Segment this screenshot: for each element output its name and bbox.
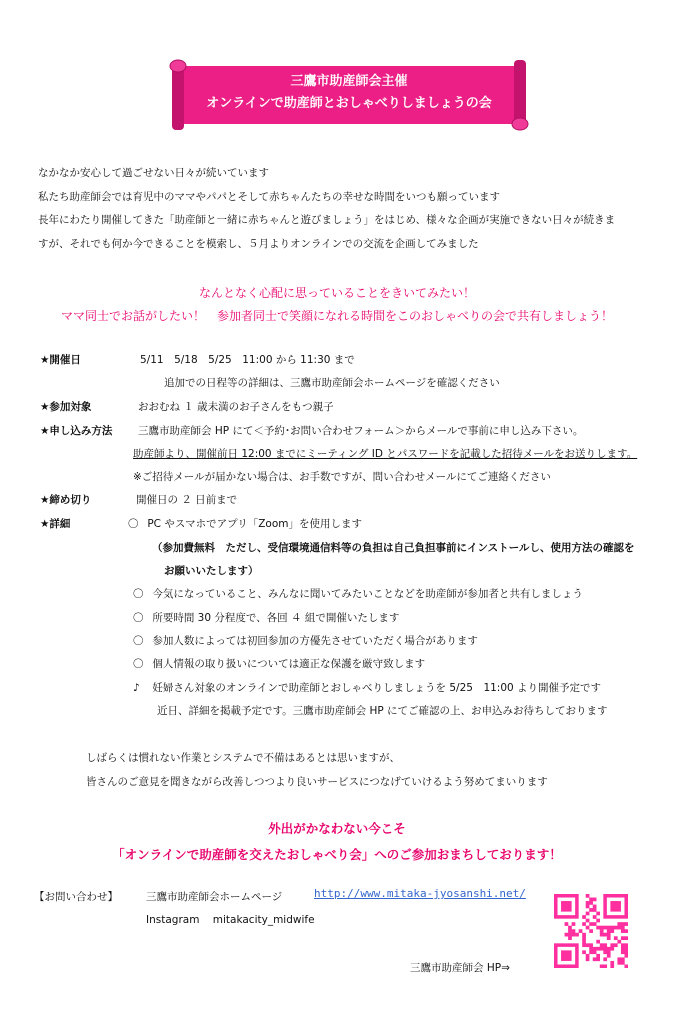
info-label: ★詳細 [40,518,71,530]
info-text: 妊婦さん対象のオンラインで助産師とおしゃべりしましょうを 5/25 11:00 より開催予定です [152,682,602,694]
closing-line: しばらくは慣れない作業とシステムで不備はあるとは思いますが、 [86,752,400,764]
info-text: 今気になっていること、みんなに聞いてみたいことなどを助産師が参加者と共有しましょう [152,588,583,600]
homepage-link[interactable]: http://www.mitaka-jyosanshi.net/ [314,887,526,900]
banner-line2: オンラインで助産師とおしゃべりしましょうの会 [206,96,492,111]
apply-note-contact: ※ご招待メールが届かない場合は、お手数ですが、問い合わせメールにてご連絡ください [133,471,551,483]
info-item [133,610,399,626]
intro-line: なかなか安心して過ごせない日々が続いています [38,167,269,179]
apply-value: 三鷹市助産師会 HP にて＜予約･お問い合わせフォーム＞からメールで事前に申し込み下さい。 [138,425,584,437]
apply-note-invite: 助産師より、開催前日 12:00 までにミーティング ID とパスワードを記載した招待メールをお送りします。 [133,448,638,460]
circle-bullet-icon: 〇 [133,588,144,600]
closing-line: 皆さんのご意見を聞きながら改善しつつより良いサービスにつなげていけるよう努めてまいります [86,776,548,788]
music-note-icon: ♪ [133,682,140,694]
circle-bullet-icon: 〇 [133,612,144,624]
date-value: 5/11 5/18 5/25 11:00 から 11:30 まで [140,354,355,366]
closing-invitation [0,816,674,868]
instagram-handle[interactable]: mitakacity_midwife [212,914,315,926]
intro-paragraph [38,162,668,256]
target-value: おおむね １ 歳未満のお子さんをもつ親子 [138,401,334,413]
contact-label: 【お問い合わせ】 [34,891,118,903]
info-note: （参加費無料 ただし、受信環境通信料等の負担は自己負担事前にインストールし、使用方法の確認を [152,542,635,554]
date-note: 追加での日程等の詳細は、三鷹市助産師会ホームページを確認ください [164,377,500,389]
title-banner [168,58,530,132]
info-item [133,656,425,672]
finale-line2: 「オンラインで助産師を交えたおしゃべり会」へのご参加おまちしております！ [112,847,562,862]
date-label: ★開催日 [40,354,81,366]
hp-label: 三鷹市助産師会ホームページ [146,891,283,903]
closing-paragraph [86,746,548,794]
circle-bullet-icon: 〇 [128,518,139,530]
intro-line: 私たち助産師会では育児中のママやパパとそして赤ちゃんたちの幸せな時間をいつも願っています [38,190,500,203]
info-item [133,586,583,602]
info-note: お願いいたします） [164,565,259,577]
intro-line: 長年にわたり開催してきた「助産師と一緒に赤ちゃんと遊びましょう」をはじめ、様々な企画が実施できない日々が続きま [38,214,616,226]
circle-bullet-icon: 〇 [133,658,144,670]
qr-code-icon[interactable] [554,894,628,968]
apply-label: ★申し込み方法 [40,425,113,437]
info-text: 参加人数によっては初回参加の方優先させていただく場合があります [152,635,478,647]
target-label: ★参加対象 [40,401,92,413]
invite-line1: なんとなく心配に思っていることをきいてみたい！ [198,286,475,300]
info-text: PC やスマホでアプリ「Zoom」を使用します [147,518,362,530]
intro-line: すが、それでも何か今できることを模索し、５月よりオンラインでの交流を企画してみました [38,237,479,250]
deadline-label: ★締め切り [40,494,92,506]
invite-message [0,282,674,328]
instagram-row [146,914,315,926]
info-item [133,680,601,696]
finale-line1: 外出がかなわない今こそ [268,821,406,836]
info-item [128,516,362,532]
deadline-value: 開催日の ２ 日前まで [136,494,238,506]
info-text: 所要時間 30 分程度で、各回 ４ 組で開催いたします [152,612,400,624]
instagram-label: Instagram [146,914,200,926]
qr-caption: 三鷹市助産師会 HP⇒ [410,962,510,974]
info-item [133,633,478,649]
info-text: 個人情報の取り扱いについては適正な保護を厳守致します [152,658,426,670]
qr-code-graphic [554,894,628,968]
banner-line1: 三鷹市助産師会主催 [290,74,408,89]
invite-line2: ママ同士でお話がしたい！ 参加者同士で笑顔になれる時間をこのおしゃべりの会で共有しましょう！ [60,309,613,323]
info-note: 近日、詳細を掲載予定です。三鷹市助産師会 HP にてご確認の上、お申込みお待ちしております [157,705,608,717]
circle-bullet-icon: 〇 [133,635,144,647]
